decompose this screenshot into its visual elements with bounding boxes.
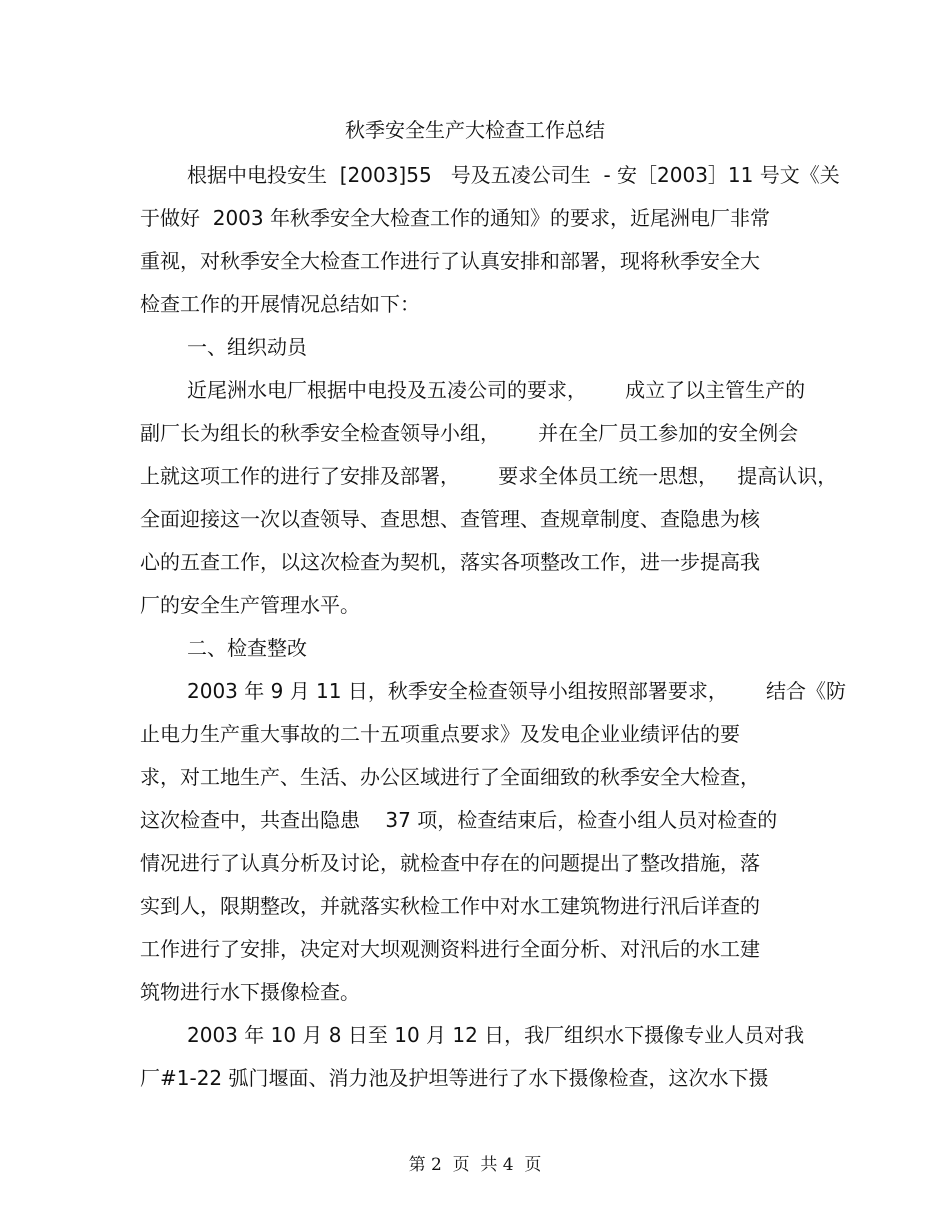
paragraph-line: 工作进行了安排，决定对大坝观测资料进行全面分析、对汛后的水工建	[140, 937, 760, 961]
document-title: 秋季安全生产大检查工作总结	[345, 118, 605, 142]
paragraph-line: 检查工作的开展情况总结如下：	[140, 292, 420, 316]
paragraph-line: 2003 年 10 月 8 日至 10 月 12 日，我厂组织水下摄像专业人员对我	[187, 1023, 805, 1047]
paragraph-line: 筑物进行水下摄像检查。	[140, 980, 360, 1004]
section-heading: 二、检查整改	[187, 636, 307, 660]
paragraph-line: 情况进行了认真分析及讨论，就检查中存在的问题提出了整改措施，落	[140, 851, 760, 875]
paragraph-line: 止电力生产重大事故的二十五项重点要求》及发电企业业绩评估的要	[140, 722, 740, 746]
paragraph-line: 全面迎接这一次以查领导、查思想、查管理、查规章制度、查隐患为核	[140, 507, 760, 531]
paragraph-line: 这次检查中，共查出隐患 37 项，检查结束后，检查小组人员对检查的	[140, 808, 778, 832]
paragraph-line: 心的五查工作，以这次检查为契机，落实各项整改工作，进一步提高我	[140, 550, 760, 574]
paragraph-line: 厂#1-22 弧门堰面、消力池及护坦等进行了水下摄像检查，这次水下摄	[140, 1066, 769, 1090]
paragraph-line: 厂的安全生产管理水平。	[140, 593, 360, 617]
page-number-footer: 第 2 页 共 4 页	[408, 1155, 542, 1175]
paragraph-line: 副厂长为组长的秋季安全检查领导小组， 并在全厂员工参加的安全例会	[140, 421, 799, 445]
section-heading: 一、组织动员	[187, 335, 307, 359]
paragraph-line: 于做好 2003 年秋季安全大检查工作的通知》的要求，近尾洲电厂非常	[140, 206, 770, 230]
paragraph-line: 根据中电投安生 [2003]55 号及五凌公司生 - 安［2003］11 号文《关	[187, 163, 840, 187]
paragraph-line: 近尾洲水电厂根据中电投及五凌公司的要求， 成立了以主管生产的	[187, 378, 806, 402]
paragraph-line: 2003 年 9 月 11 日，秋季安全检查领导小组按照部署要求， 结合《防	[187, 679, 847, 703]
paragraph-line: 实到人，限期整改，并就落实秋检工作中对水工建筑物进行汛后详查的	[140, 894, 760, 918]
paragraph-line: 上就这项工作的进行了安排及部署， 要求全体员工统一思想， 提高认识，	[140, 464, 838, 488]
paragraph-line: 求，对工地生产、生活、办公区域进行了全面细致的秋季安全大检查，	[140, 765, 760, 789]
paragraph-line: 重视，对秋季安全大检查工作进行了认真安排和部署，现将秋季安全大	[140, 249, 760, 273]
